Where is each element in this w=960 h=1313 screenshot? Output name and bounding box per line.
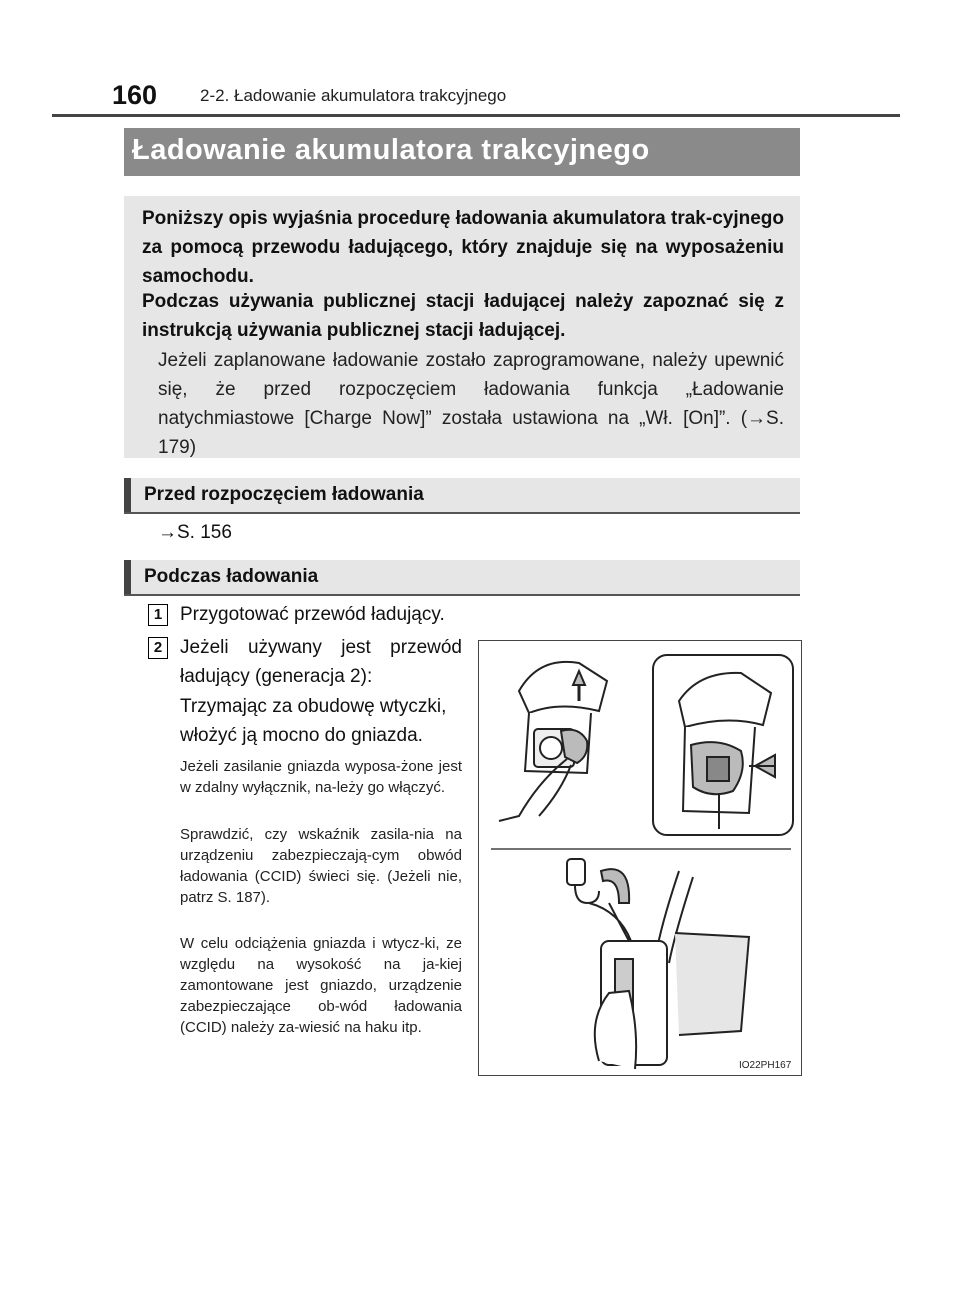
page-reference: →S. 156 xyxy=(158,522,232,543)
section-marker xyxy=(124,560,131,594)
step-number-1: 1 xyxy=(148,604,168,626)
step-1-text: Przygotować przewód ładujący. xyxy=(180,604,445,625)
socket-lid-illustration xyxy=(499,662,607,821)
plug-inset-illustration xyxy=(653,655,793,835)
section-title: Podczas ładowania xyxy=(144,566,319,587)
charging-illustration xyxy=(478,640,802,1076)
ccid-hook-illustration xyxy=(567,859,749,1069)
intro-note: Jeżeli zaplanowane ładowanie zostało zaprogramowane, należy upewnić się, że przed rozpoczęciem ładowania funkcja „Ładowanie natychmiastowe [Charge Now]” została ustawiona na „Wł. [On]”. (→S. 179) xyxy=(158,350,784,458)
step-2-text: Jeżeli używany jest przewód ładujący (generacja 2): xyxy=(180,637,462,687)
step-2-instruction: Trzymając za obudowę wtyczki, włożyć ją mocno do gniazda. xyxy=(180,696,447,746)
section-header-before-charging xyxy=(124,478,800,514)
running-header: 2-2. Ładowanie akumulatora trakcyjnego xyxy=(200,86,507,105)
page-number: 160 xyxy=(112,80,158,110)
section-marker xyxy=(124,478,131,512)
charging-illustration-drawing xyxy=(479,641,801,1075)
intro-paragraph-2: Podczas używania publicznej stacji ładującej należy zapoznać się z instrukcją używania publicznej stacji ładującej. xyxy=(142,291,784,341)
note-ccid-indicator: Sprawdzić, czy wskaźnik zasila-nia na urządzeniu zabezpieczają-cym obwód ładowania (CCID) świeci się. (Jeżeli nie, patrz S. 187). xyxy=(180,826,462,906)
step-number-2: 2 xyxy=(148,637,168,659)
figure-id: IO22PH167 xyxy=(739,1060,792,1071)
intro-paragraph-1: Poniższy opis wyjaśnia procedurę ładowania akumulatora trak-cyjnego za pomocą przewodu ładującego, który znajduje się na wyposażeniu samochodu. xyxy=(142,208,784,287)
note-hang-ccid: W celu odciążenia gniazda i wtycz-ki, ze względu na wysokość na ja-kiej zamontowane jest gniazdo, urządzenie zabezpieczające ob-wód ładowania (CCID) należy za-wiesić na haku itp. xyxy=(180,935,462,1036)
page-title: Ładowanie akumulatora trakcyjnego xyxy=(132,134,650,166)
section-header-during-charging xyxy=(124,560,800,596)
note-remote-switch: Jeżeli zasilanie gniazda wyposa-żone jest w zdalny wyłącznik, na-leży go włączyć. xyxy=(180,758,462,796)
section-title: Przed rozpoczęciem ładowania xyxy=(144,484,424,505)
header-rule xyxy=(52,114,900,117)
